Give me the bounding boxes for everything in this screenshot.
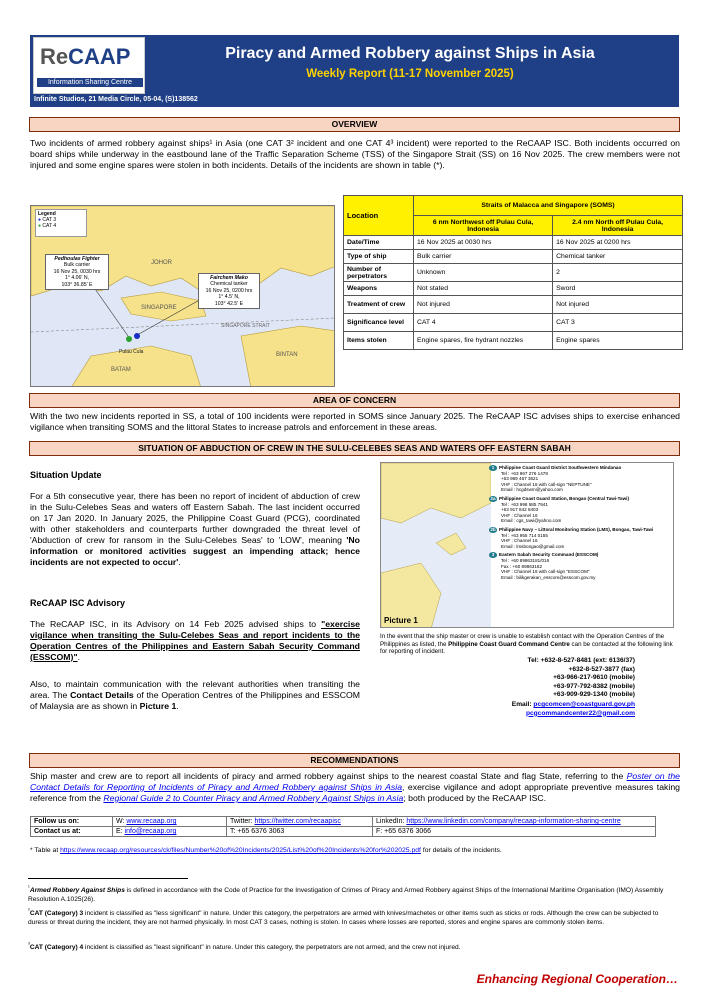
twitter-cell: Twitter: https://twitter.com/recaapisc xyxy=(227,817,373,827)
contact-detail: Tel : +60 89863181/016 xyxy=(501,557,550,563)
callout-line: 103° 36.85' E xyxy=(61,281,93,288)
cat3-dot-icon: ● xyxy=(38,217,42,223)
email-link[interactable]: info@recaap.org xyxy=(124,828,177,835)
overview-text: Two incidents of armed robbery against ships¹ in Asia (one CAT 3² incident and one CAT 4³ incident) were reported to the ReCAAP ISC. Both incidents occurred on board ships while underway in the eastbound lane of the Traffic Separation Scheme (TSS) of the Singapore Strait (SS) on 16 Nov 2025. The crew members were not injured and some engine spares were stolen in both incidents. Details of the incidents are shown in table (*). xyxy=(30,138,680,170)
row-value: Not stated xyxy=(414,282,553,296)
cat4-marker xyxy=(126,336,132,342)
linkedin-link[interactable]: https://www.linkedin.com/company/recaap-information-sharing-centre xyxy=(406,818,621,825)
page-title: Piracy and Armed Robbery against Ships in Asia xyxy=(225,45,595,62)
contact-number-badge: 2a xyxy=(490,495,496,501)
row-label: Date/Time xyxy=(344,236,414,250)
label-pulau: Pulau Cula xyxy=(119,349,144,355)
row-value: Bulk carrier xyxy=(414,250,553,264)
callout-line: 1° 4.5' N, xyxy=(218,294,240,301)
callout-fairchem-mako xyxy=(198,273,260,309)
contact-block xyxy=(489,527,673,549)
contact-block xyxy=(489,496,673,524)
contact-number-badge: 1 xyxy=(489,465,497,471)
recommendations-heading: RECOMMENDATIONS xyxy=(29,753,680,768)
recaap-logo xyxy=(33,37,145,94)
concern-heading: AREA OF CONCERN xyxy=(29,393,680,408)
contact-number-badge: 3 xyxy=(489,552,497,558)
row-value: Not injured xyxy=(414,296,553,314)
pcg-emails xyxy=(405,701,635,718)
legend-title: Legend xyxy=(38,211,56,217)
contact-detail: VHF : Channel 16 with call-sign "NEPTUNE" xyxy=(501,481,592,487)
linkedin-cell: LinkedIn: https://www.linkedin.com/company/recaap-information-sharing-centre xyxy=(373,817,656,827)
callout-line: 16 Nov 25, 0030 hrs xyxy=(53,268,101,275)
recommendations-text: Ship master and crew are to report all incidents of piracy and armed robbery against ships to the nearest coastal State and flag State, referring to the Poster on the Contact Details for Reporting of Incidents of Piracy and Armed Robbery against Ships in Asia, exercise vigilance and adopt appropriate preventive measures taking reference from the Regional Guide 2 to Counter Piracy and Armed Robbery Against Ships in Asia; both produced by the ReCAAP ISC. xyxy=(30,771,680,803)
contact-name: Philippine Navy – Littoral Monitoring Station (LMS), Bongao, Tawi-Tawi xyxy=(499,526,654,532)
row-label: Number of perpetrators xyxy=(344,264,414,282)
tagline: Enhancing Regional Cooperation… xyxy=(476,972,678,986)
email-cell: E: info@recaap.org xyxy=(113,827,227,837)
contact-table xyxy=(30,816,656,837)
contact-detail: Tel : +63 967 276 1478 xyxy=(501,470,548,476)
incident-map xyxy=(30,205,335,387)
website-link[interactable]: www.recaap.org xyxy=(126,818,177,825)
footnote-divider xyxy=(28,878,188,879)
contact-detail: VHF : Channel 16 xyxy=(501,538,538,544)
pcg-email-1-link[interactable]: pcgcomcen@coastguard.gov.ph xyxy=(533,701,635,708)
incident-table xyxy=(343,195,683,350)
pcg-phone-line: +632-8-527-3877 (fax) xyxy=(568,665,635,673)
pcg-phone-line: +63-977-792-8382 (mobile) xyxy=(553,682,635,690)
logo-wordmark: ReCAAP xyxy=(40,44,131,69)
row-label: Type of ship xyxy=(344,250,414,264)
advisory-heading: ReCAAP ISC Advisory xyxy=(30,598,126,608)
sulu-sea-map xyxy=(381,463,491,628)
twitter-link[interactable]: https://twitter.com/recaapisc xyxy=(254,818,341,825)
callout-line: Fairchem Mako xyxy=(210,275,248,281)
callout-line: 16 Nov 25, 0200 hrs xyxy=(205,287,253,294)
pcg-phone-line: +63-966-217-9610 (mobile) xyxy=(553,674,635,682)
advisory-text: The ReCAAP ISC, in its Advisory on 14 Feb 2025 advised ships to "exercise vigilance when transiting the Sulu-Celebes Seas and report incidents to the Operation Centres of the Philippines and Eastern Sabah Security Command (ESSCOM)". xyxy=(30,619,360,662)
update-heading: Situation Update xyxy=(30,470,102,480)
row-label: Treatment of crew xyxy=(344,296,414,314)
contact-detail: VHF : Channel 16 xyxy=(501,512,538,518)
contact-detail: Email : cgs_tawi@yahoo.com xyxy=(501,518,562,524)
incident-row xyxy=(344,250,683,264)
row-value: Sword xyxy=(553,282,683,296)
pcg-phone-line: +63-909-929-1340 (mobile) xyxy=(553,691,635,699)
callout-line: Chemical tanker xyxy=(210,281,248,288)
row-value: Engine spares, fire hydrant nozzles xyxy=(414,332,553,350)
callout-line: 103° 42.5' E xyxy=(214,300,244,307)
row-label: Items stolen xyxy=(344,332,414,350)
contact-block xyxy=(489,552,673,580)
contact-label: Contact us at: xyxy=(31,827,113,837)
pcg-phones xyxy=(455,657,635,700)
web-cell: W: www.recaap.org xyxy=(113,817,227,827)
contact-list xyxy=(489,465,673,583)
follow-label: Follow us on: xyxy=(31,817,113,827)
address: Infinite Studios, 21 Media Circle, 05-04, (S)138562 xyxy=(34,96,198,103)
pcg-email-2-link[interactable]: pcgcommandcenter22@gmail.com xyxy=(525,709,635,717)
incident-1-location: 6 nm Northwest off Pulau Cula, Indonesia xyxy=(414,216,553,236)
incident-row xyxy=(344,332,683,350)
contact-detail: Email : hcgdswm@yahoo.com xyxy=(501,487,563,493)
contact-detail: Fax : +60 89863182 xyxy=(501,563,542,569)
callout-line: 1° 4.06' N, xyxy=(64,275,90,282)
incident-2-location: 2.4 nm North off Pulau Cula, Indonesia xyxy=(553,216,683,236)
tel-cell: T: +65 6376 3063 xyxy=(227,827,373,837)
incident-list-link[interactable]: https://www.recaap.org/resources/ck/files/Number%20of%20Incidents/2025/List%20of%20Incidents%20for%202025.pdf xyxy=(60,847,421,854)
pcg-phone-line: Tel: +632-8-527-8481 (ext: 6136/37) xyxy=(527,657,635,664)
incident-row xyxy=(344,296,683,314)
concern-text: With the two new incidents reported in SS, a total of 100 incidents were reported in SOMS since January 2025. The ReCAAP ISC advises ships to exercise enhanced vigilance when transiting SOMS and the littoral States to increase patrols and enforcement in these areas. xyxy=(30,411,680,432)
callout-pedhoulas-fighter xyxy=(45,254,109,290)
legend-item-cat4: ● CAT 4 xyxy=(38,223,57,229)
contact-block xyxy=(489,465,673,493)
update-text: For a 5th consecutive year, there has been no report of incident of abduction of crew in the Sulu-Celebes Seas and waters off Eastern Sabah. The last incident occurred on 17 Jan 2020. In January 2025, the Philippine Coast Guard (PCG), coordinated with other stakeholders and counterparts further downgraded the threat level of 'Abduction of crew for ransom in the Sulu-Celebes Seas' to 'LOW', meaning 'No information or monitored activities suggest an impending attack; hence incidents are not expected to occur'. xyxy=(30,491,360,567)
row-value: Unknown xyxy=(414,264,553,282)
contact-detail: VHF : Channel 16 with call-sign "ESSCOM" xyxy=(501,569,590,575)
regional-guide-link[interactable]: Regional Guide 2 to Counter Piracy and Armed Robbery Against Ships in Asia xyxy=(103,793,404,803)
cat4-dot-icon: ● xyxy=(38,223,42,229)
footnote-2: $^{^2}$CAT (Category) 3 incident is classified as "less significant" in nature. Under this category, the perpetrators are armed with knives/machetes or other items such as sticks or rods. Although the crew can be subjected to duress or threat during the incident, they are not harmed physically. In most CAT 3 cases, nothing is stolen. In cases where losses are reported, stores and engine spares are commonly stolen items. xyxy=(28,908,659,927)
row-value: Engine spares xyxy=(553,332,683,350)
row-value: CAT 4 xyxy=(414,314,553,332)
incident-row xyxy=(344,314,683,332)
pcg-email-line-2 xyxy=(405,710,635,719)
contact-name: Philippine Coast Guard District Southwestern Mindanao xyxy=(499,465,622,470)
contact-number-badge: 2b xyxy=(490,526,496,532)
callout-line: Bulk carrier xyxy=(63,262,91,269)
map-legend xyxy=(35,209,87,237)
also-text: Also, to maintain communication with the relevant authorities when transiting the area. The Contact Details of the Operation Centres of the Philippines and ESSCOM of Malaysia are as shown in Picture 1. xyxy=(30,679,360,711)
label-johor: JOHOR xyxy=(151,260,172,266)
row-label: Significance level xyxy=(344,314,414,332)
poster-link[interactable]: Poster on the Contact Details for Reporting of Incidents of Piracy and Armed Robbery against Ships in Asia xyxy=(30,771,680,792)
label-ss: SINGAPORE STRAIT xyxy=(221,323,270,329)
row-value: Chemical tanker xyxy=(553,250,683,264)
logo-subtitle: Information Sharing Centre xyxy=(37,78,143,87)
row-value: 16 Nov 2025 at 0030 hrs xyxy=(414,236,553,250)
row-value: 2 xyxy=(553,264,683,282)
contact-name: Eastern Sabah Security Command (ESSCOM) xyxy=(499,552,599,558)
location-value: Straits of Malacca and Singapore (SOMS) xyxy=(414,196,683,216)
contact-name: Philippine Coast Guard Station, Bongao (Central Tawi-Tawi) xyxy=(499,495,629,501)
contact-detail: +63 969 467 3621 xyxy=(501,476,539,482)
contact-detail: Email : bilikgerakan_esscom@esscom.gov.my xyxy=(501,574,596,580)
pcg-note: In the event that the ship master or crew is unable to establish contact with the Operation Centres of the Philippines as listed, the Philippine Coast Guard Command Centre can be contacted at the following link for reporting of incident. xyxy=(380,633,673,656)
row-value: 16 Nov 2025 at 0200 hrs xyxy=(553,236,683,250)
picture-1-label: Picture 1 xyxy=(384,616,418,625)
incident-row xyxy=(344,264,683,282)
picture-1-contacts xyxy=(380,462,674,628)
incident-row xyxy=(344,282,683,296)
label-singapore: SINGAPORE xyxy=(141,305,177,311)
footnote-1: $^{^1}$Armed Robbery Against Ships is defined in accordance with the Code of Practice for the Investigation of Crimes of Piracy and Armed Robbery against Ships of the International Maritime Organisation (IMO) Assembly Resolution A.1025(26). xyxy=(28,885,664,904)
contact-detail: Email : lmsbongao@gmail.com xyxy=(501,543,565,549)
contact-detail: +63 917 842 8403 xyxy=(501,507,539,513)
overview-heading: OVERVIEW xyxy=(29,117,680,132)
fax-cell: F: +65 6376 3066 xyxy=(373,827,656,837)
location-label: Location xyxy=(344,196,414,236)
page-subtitle: Weekly Report (11-17 November 2025) xyxy=(306,68,514,80)
table-note: * Table at https://www.recaap.org/resources/ck/files/Number%20of%20Incidents/2025/List%20of%20Incidents%20for%202025.pdf for details of the incidents. xyxy=(30,847,502,854)
contact-detail: Tel : +63 998 585 7941 xyxy=(501,501,548,507)
contact-detail: Tel : +63 955 714 0155 xyxy=(501,532,548,538)
callout-line: Pedhoulas Fighter xyxy=(54,256,100,262)
row-value: CAT 3 xyxy=(553,314,683,332)
label-batam: BATAM xyxy=(111,367,131,373)
row-label: Weapons xyxy=(344,282,414,296)
abduction-heading: SITUATION OF ABDUCTION OF CREW IN THE SULU-CELEBES SEAS AND WATERS OFF EASTERN SABAH xyxy=(29,441,680,456)
incident-rows xyxy=(344,236,683,350)
legend-item-cat3: ● CAT 3 xyxy=(38,217,57,223)
incident-row xyxy=(344,236,683,250)
label-bintan: BINTAN xyxy=(276,352,298,358)
row-value: Not injured xyxy=(553,296,683,314)
footnote-3: $^{^3}$CAT (Category) 4 incident is classified as "least significant" in nature. Under this category, the perpetrators are not armed, and the crew not injured. xyxy=(28,942,461,952)
pcg-email-line-1: Email: pcgcomcen@coastguard.gov.ph xyxy=(511,701,635,708)
